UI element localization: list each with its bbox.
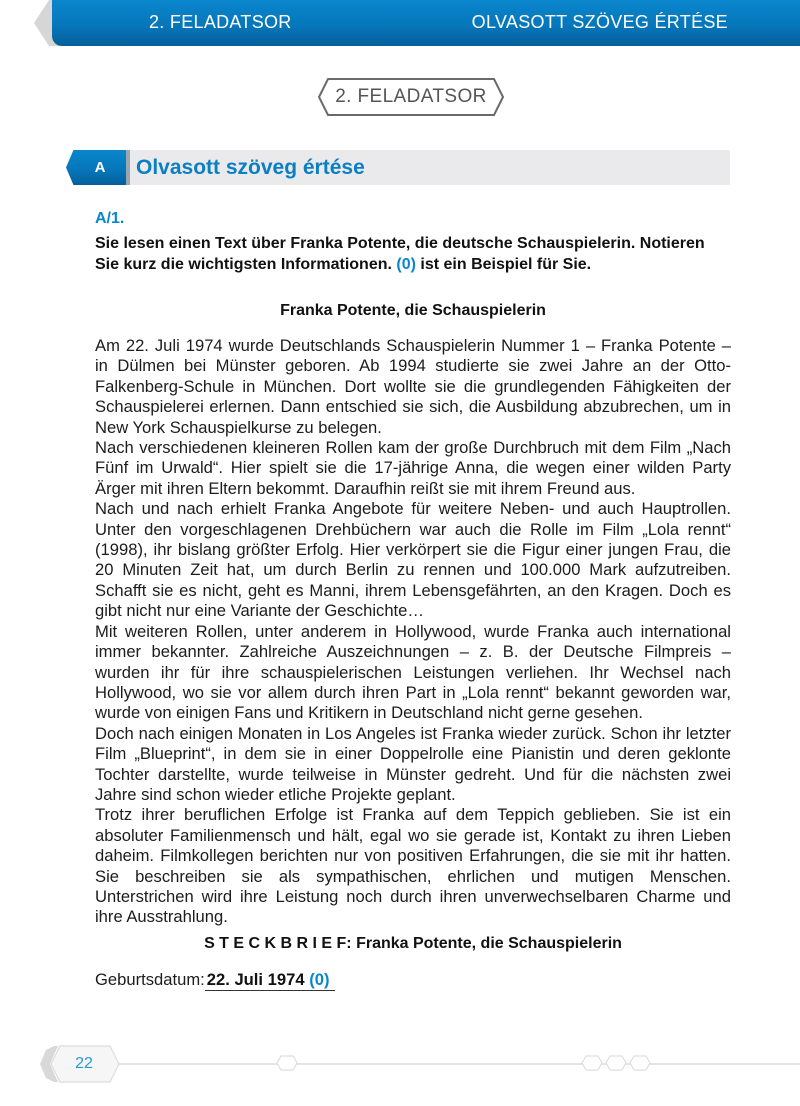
field-value: 22. Juli 1974 [206,970,305,989]
page-title: 2. FELADATSOR [335,86,487,107]
section-header [66,150,730,185]
example-marker: (0) [396,256,416,273]
steckbrief-field-geburtsdatum [95,970,335,991]
field-answer-line[interactable] [205,970,336,991]
page-number: 22 [75,1055,93,1072]
task-instruction [95,233,731,275]
paragraph: Trotz ihrer beruflichen Erfolge ist Franka auf dem Teppich geblieben. Sie ist ein absoluter Familienmensch und hält, egal wo sie gerade ist, Kontakt zu ihren Lieben daheim. Filmkollegen berichten nur von positiven Erfahrungen, die sie mit ihr hatten. Sie beschreiben sie als sympathischen, ehrlichen und mutigen Menschen. Unterstrichen wird ihre Leistung noch durch ihren unverwechselbaren Charme und ihre Ausstrahlung. [95,805,731,927]
section-letter: A [94,159,106,176]
header-section-label: OLVASOTT SZÖVEG ÉRTÉSE [471,12,728,32]
task-id: A/1. [95,210,125,227]
instruction-text-end: ist ein Beispiel für Sie. [415,256,592,273]
footer-hexagon-icon [605,1055,627,1071]
paragraph: Am 22. Juli 1974 wurde Deutschlands Schauspielerin Nummer 1 – Franka Potente – in Dülmen bei Münster geboren. Ab 1994 studierte sie zwei Jahre an der Otto-Falkenberg-Schule in München. Dort wollte sie die grundlegenden Fähigkeiten der Schauspielerei erlernen. Dann entschied sie sich, die Ausbildung abzubrechen, um in New York Schauspielkurse zu belegen. [95,336,731,437]
footer-rule [118,1063,800,1065]
footer-hexagon-icon [276,1055,298,1071]
reading-text-title: Franka Potente, die Schauspielerin [280,302,546,319]
header-task-label: 2. FELADATSOR [149,12,292,32]
example-marker: (0) [309,970,330,989]
steckbrief-title: S T E C K B R I E F: Franka Potente, die Schauspielerin [204,935,622,952]
page-header-band [52,0,800,46]
paragraph: Nach verschiedenen kleineren Rollen kam der große Durchbruch mit dem Film „Nach Fünf im Urwald“. Hier spielt sie die 17-jährige Anna, die wegen einer wilden Party Ärger mit ihren Eltern bekommt. Daraufhin reißt sie mit ihrem Freund aus. [95,438,731,498]
footer-hexagon-icon [629,1055,651,1071]
paragraph: Mit weiteren Rollen, unter anderem in Hollywood, wurde Franka auch international immer bekannter. Zahlreiche Auszeichnungen – z. B. der Deutsche Filmpreis – wurden ihr für ihre schauspielerischen Leistungen verliehen. Ihr Wechsel nach Hollywood, wo sie vor allem durch ihren Part in „Lola rennt“ bekannt geworden war, wurde von einigen Fans und Kritikern in Deutschland nicht gerne gesehen. [95,621,731,723]
instruction-text: Sie lesen einen Text über Franka Potente, die deutsche Schauspielerin. Notieren Sie kurz die wichtigsten Informationen. [95,235,705,273]
field-label: Geburtsdatum: [95,970,205,989]
page-title-badge [318,78,504,116]
section-title: Olvasott szöveg értése [136,156,365,179]
reading-text-body [95,336,731,928]
footer-hexagon-icon [581,1055,603,1071]
paragraph: Nach und nach erhielt Franka Angebote für weitere Neben- und auch Hauptrollen. Unter den vorgeschlagenen Drehbüchern war auch die Rolle im Film „Lola rennt“ (1998), ihr bislang größter Erfolg. Hier verkörpert sie die Figur einer jungen Frau, die 20 Minuten Zeit hat, um durch Berlin zu rennen und 100.000 Mark aufzutreiben. Schafft sie es nicht, geht es Manni, ihrem Lebensgefährten, an den Kragen. Doch es gibt nicht nur eine Variante der Geschichte… [95,499,731,621]
paragraph: Doch nach einigen Monaten in Los Angeles ist Franka wieder zurück. Schon ihr letzter Film „Blueprint“, in dem sie in einer Doppelrolle eine Pianistin und deren geklonte Tochter darstellte, wurde teilweise in Münster gedreht. Und für die nächsten zwei Jahre sind schon wieder etliche Projekte geplant. [95,723,731,804]
